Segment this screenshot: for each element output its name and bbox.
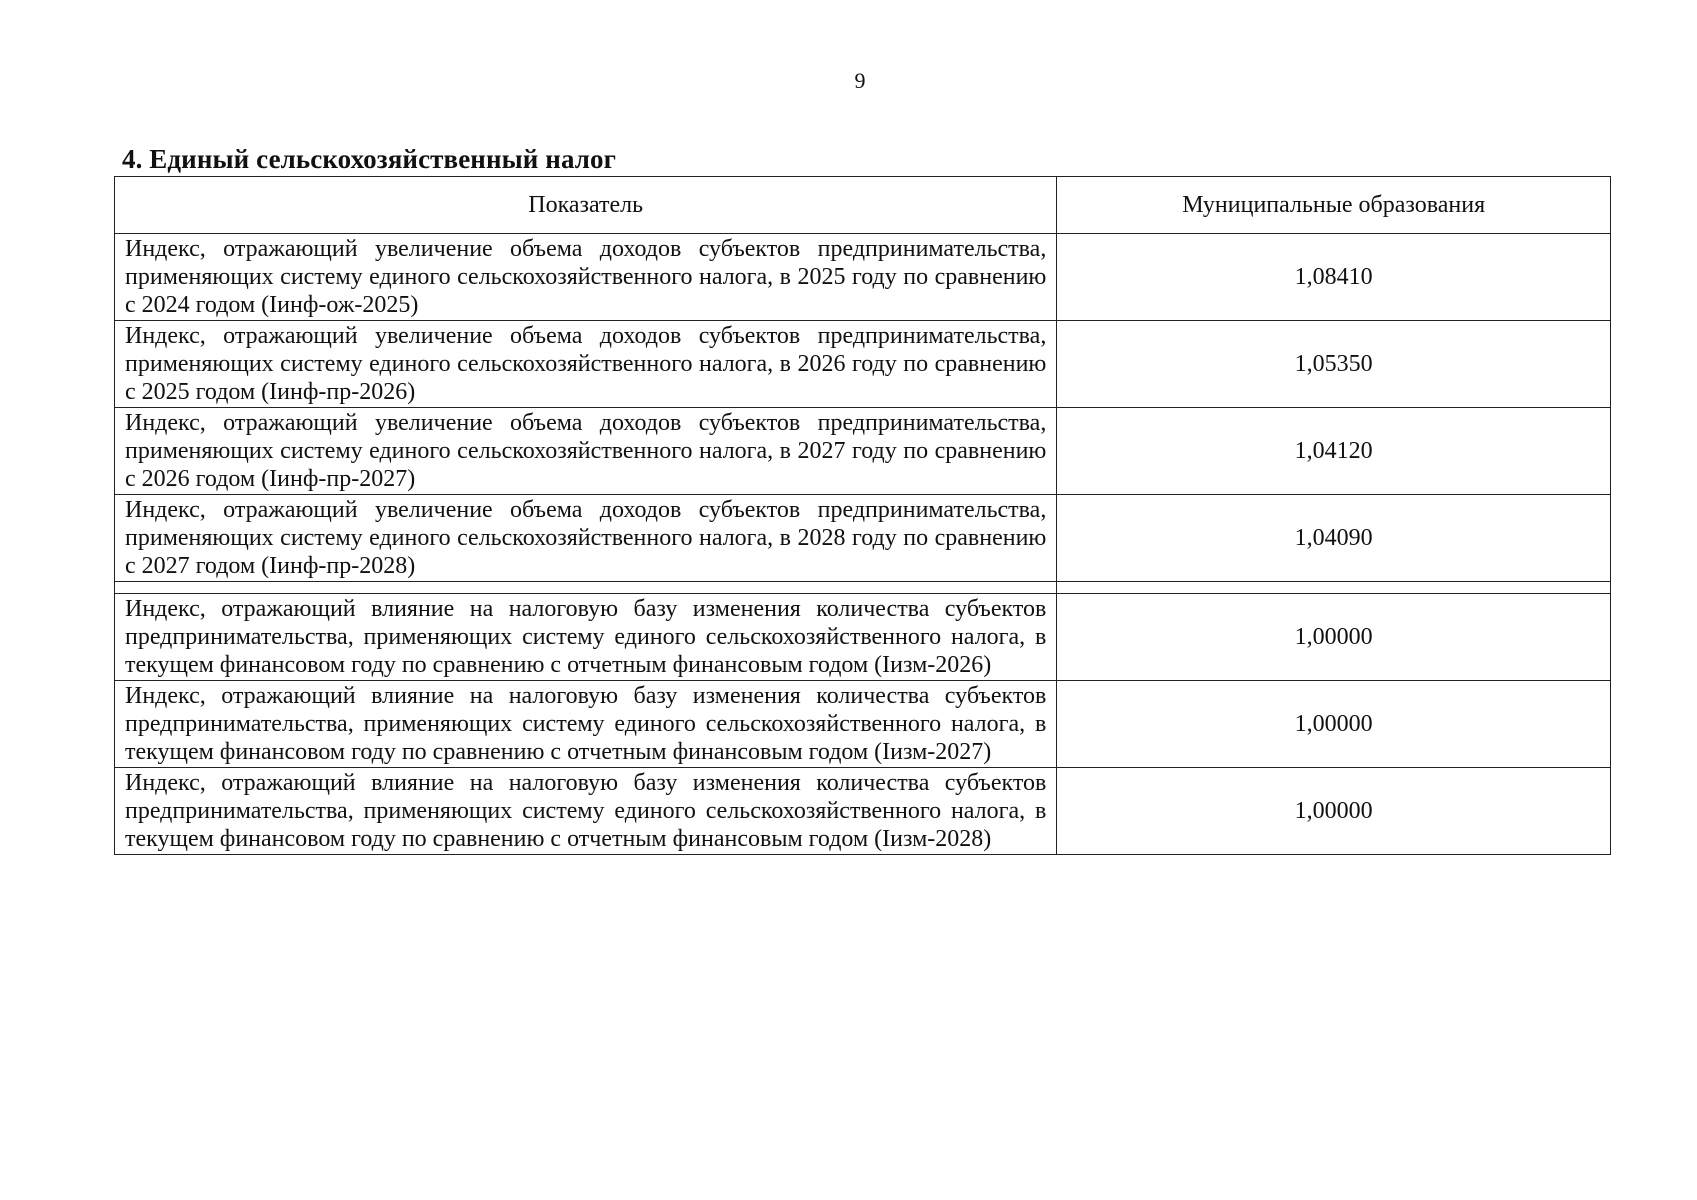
indicators-table <box>114 176 1611 855</box>
header-municipalities: Муниципальные образования <box>1057 177 1611 234</box>
indicator-cell: Индекс, отражающий увеличение объема доходов субъектов предпринимательства, применяющих систему единого сельскохозяйственного налога, в 2025 году по сравнению с 2024 годом (Iинф-ож-2025) <box>115 234 1057 321</box>
spacer-cell <box>1057 582 1611 594</box>
header-indicator: Показатель <box>115 177 1057 234</box>
value-cell: 1,00000 <box>1057 594 1611 681</box>
table-row <box>115 594 1611 681</box>
indicator-cell: Индекс, отражающий увеличение объема доходов субъектов предпринимательства, применяющих систему единого сельскохозяйственного налога, в 2027 году по сравнению с 2026 годом (Iинф-пр-2027) <box>115 408 1057 495</box>
table-row <box>115 495 1611 582</box>
indicator-cell: Индекс, отражающий увеличение объема доходов субъектов предпринимательства, применяющих систему единого сельскохозяйственного налога, в 2028 году по сравнению с 2027 годом (Iинф-пр-2028) <box>115 495 1057 582</box>
value-cell: 1,05350 <box>1057 321 1611 408</box>
table-row <box>115 681 1611 768</box>
table-row <box>115 768 1611 855</box>
value-cell: 1,08410 <box>1057 234 1611 321</box>
value-cell: 1,00000 <box>1057 768 1611 855</box>
indicator-cell: Индекс, отражающий влияние на налоговую базу изменения количества субъектов предпринимательства, применяющих систему единого сельскохозяйственного налога, в текущем финансовом году по сравнению с отчетным финансовым годом (Iизм-2026) <box>115 594 1057 681</box>
indicator-cell: Индекс, отражающий влияние на налоговую базу изменения количества субъектов предпринимательства, применяющих систему единого сельскохозяйственного налога, в текущем финансовом году по сравнению с отчетным финансовым годом (Iизм-2028) <box>115 768 1057 855</box>
section-title: 4. Единый сельскохозяйственный налог <box>122 144 617 174</box>
indicator-cell: Индекс, отражающий увеличение объема доходов субъектов предпринимательства, применяющих систему единого сельскохозяйственного налога, в 2026 году по сравнению с 2025 годом (Iинф-пр-2026) <box>115 321 1057 408</box>
value-cell: 1,04120 <box>1057 408 1611 495</box>
indicator-cell: Индекс, отражающий влияние на налоговую базу изменения количества субъектов предпринимательства, применяющих систему единого сельскохозяйственного налога, в текущем финансовом году по сравнению с отчетным финансовым годом (Iизм-2027) <box>115 681 1057 768</box>
spacer-cell <box>115 582 1057 594</box>
value-cell: 1,04090 <box>1057 495 1611 582</box>
page-number: 9 <box>854 68 866 93</box>
value-cell: 1,00000 <box>1057 681 1611 768</box>
table-row <box>115 321 1611 408</box>
table-header-row <box>115 177 1611 234</box>
table-row <box>115 234 1611 321</box>
table-spacer-row <box>115 582 1611 594</box>
table-row <box>115 408 1611 495</box>
